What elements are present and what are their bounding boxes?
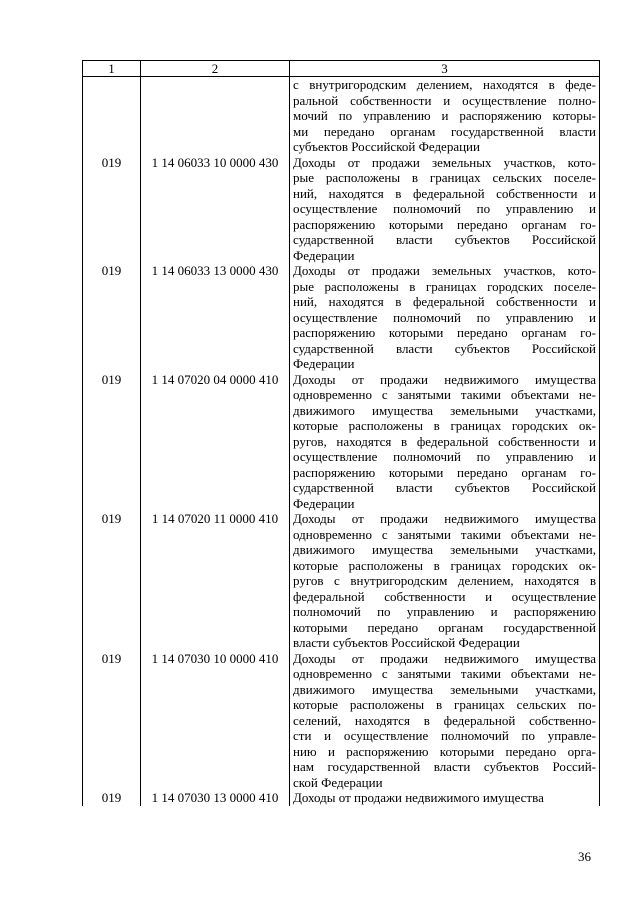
description-line: сти и осуществление полномочий по управле-: [293, 728, 596, 743]
description-line: ний, находятся в федеральной собственности и: [293, 185, 596, 201]
description-line: ний, находятся в федеральной собственности и: [293, 294, 596, 309]
header-row: [83, 61, 600, 77]
description-line: Федерации: [293, 495, 355, 511]
description-line: Доходы от продажи недвижимого имущества: [293, 511, 596, 526]
description-line: Доходы от продажи недвижимого имущества: [293, 790, 544, 805]
column-header-3: 3: [290, 61, 600, 77]
description-line: движимого имущества земельными участками,: [293, 681, 596, 697]
description-line: полномочий по управлению и распоряжению: [293, 604, 596, 619]
description-line: осуществление полномочий по управлению и: [293, 201, 596, 216]
description-line: Доходы от продажи земельных участков, кото-: [293, 263, 596, 278]
table-row: [83, 651, 600, 791]
revenue-description-cell: [290, 790, 600, 806]
description-line: ругов, находятся в федеральной собственности и: [293, 433, 596, 449]
description-line: распоряжению которыми передано органам го-: [293, 216, 596, 232]
description-line: которые расположены в границах городских ок-: [293, 418, 596, 433]
description-line: сударственной власти субъектов Российской: [293, 480, 596, 495]
description-line: одновременно с занятыми такими объектами не-: [293, 387, 596, 402]
revenue-description-cell: [290, 155, 600, 264]
admin-code-cell: 019: [83, 155, 141, 264]
budget-classification-code-cell: 1 14 07020 11 0000 410: [141, 511, 290, 651]
table-row: [83, 263, 600, 372]
admin-code-cell: 019: [83, 263, 141, 372]
table-header: [83, 61, 600, 77]
description-line: которыми передано органам государственной: [293, 619, 596, 635]
revenue-codes-table: [82, 60, 600, 806]
description-line: Федерации: [293, 247, 355, 263]
description-line: власти субъектов Российской Федерации: [293, 635, 520, 650]
table-row: [83, 790, 600, 806]
column-header-2: 2: [141, 61, 290, 77]
table-row: [83, 77, 600, 155]
description-line: сударственной власти субъектов Российской: [293, 340, 596, 356]
budget-classification-code-cell: [141, 77, 290, 155]
description-line: Доходы от продажи недвижимого имущества: [293, 371, 596, 387]
revenue-description-cell: [290, 651, 600, 791]
table-body: [83, 77, 600, 806]
admin-code-cell: 019: [83, 511, 141, 651]
budget-classification-code-cell: 1 14 06033 10 0000 430: [141, 155, 290, 264]
table-row: [83, 155, 600, 264]
budget-classification-code-cell: 1 14 07030 10 0000 410: [141, 651, 290, 791]
description-line: ми передано органам государственной власти: [293, 123, 596, 139]
budget-classification-code-cell: 1 14 06033 13 0000 430: [141, 263, 290, 372]
description-line: осуществление полномочий по управлению и: [293, 449, 596, 464]
description-line: мочий по управлению и распоряжению которы-: [293, 108, 596, 123]
description-line: распоряжению которыми передано органам го-: [293, 325, 596, 340]
description-line: одновременно с занятыми такими объектами не-: [293, 526, 596, 542]
description-line: ругов с внутригородским делением, находятся в: [293, 573, 596, 588]
column-header-1: 1: [83, 61, 141, 77]
admin-code-cell: 019: [83, 372, 141, 512]
admin-code-cell: 019: [83, 651, 141, 791]
page-number: 36: [578, 849, 591, 864]
table-row: [83, 511, 600, 651]
revenue-description-cell: [290, 372, 600, 512]
description-line: которые расположены в границах городских ок-: [293, 557, 596, 573]
budget-classification-code-cell: 1 14 07020 04 0000 410: [141, 372, 290, 512]
budget-classification-code-cell: 1 14 07030 13 0000 410: [141, 790, 290, 806]
description-line: нию и распоряжению которыми передано орга-: [293, 743, 596, 759]
description-line: селений, находятся в федеральной собственно-: [293, 712, 596, 728]
admin-code-cell: 019: [83, 790, 141, 806]
description-line: рые расположены в границах сельских поселе-: [293, 170, 596, 185]
revenue-description-cell: [290, 511, 600, 651]
description-line: Доходы от продажи недвижимого имущества: [293, 650, 596, 666]
description-line: рые расположены в границах городских поселе-: [293, 278, 596, 294]
revenue-description-cell: [290, 77, 600, 155]
table-row: [83, 372, 600, 512]
description-line: ральной собственности и осуществление полно-: [293, 92, 596, 108]
description-line: одновременно с занятыми такими объектами не-: [293, 666, 596, 681]
description-line: движимого имущества земельными участками,: [293, 542, 596, 557]
description-line: распоряжению которыми передано органам го-: [293, 464, 596, 480]
description-line: движимого имущества земельными участками,: [293, 402, 596, 418]
description-line: федеральной собственности и осуществление: [293, 588, 596, 604]
description-line: ской Федерации: [293, 774, 383, 790]
revenue-description-cell: [290, 263, 600, 372]
description-line: Федерации: [293, 356, 355, 371]
description-line: которые расположены в границах сельских по-: [293, 697, 596, 712]
description-line: сударственной власти субъектов Российской: [293, 232, 596, 247]
description-line: осуществление полномочий по управлению и: [293, 309, 596, 325]
description-line: нам государственной власти субъектов Россий-: [293, 759, 596, 774]
description-line: Доходы от продажи земельных участков, кото-: [293, 154, 596, 170]
description-line: субъектов Российской Федерации: [293, 139, 480, 154]
admin-code-cell: [83, 77, 141, 155]
description-line: с внутригородским делением, находятся в феде-: [293, 77, 596, 92]
